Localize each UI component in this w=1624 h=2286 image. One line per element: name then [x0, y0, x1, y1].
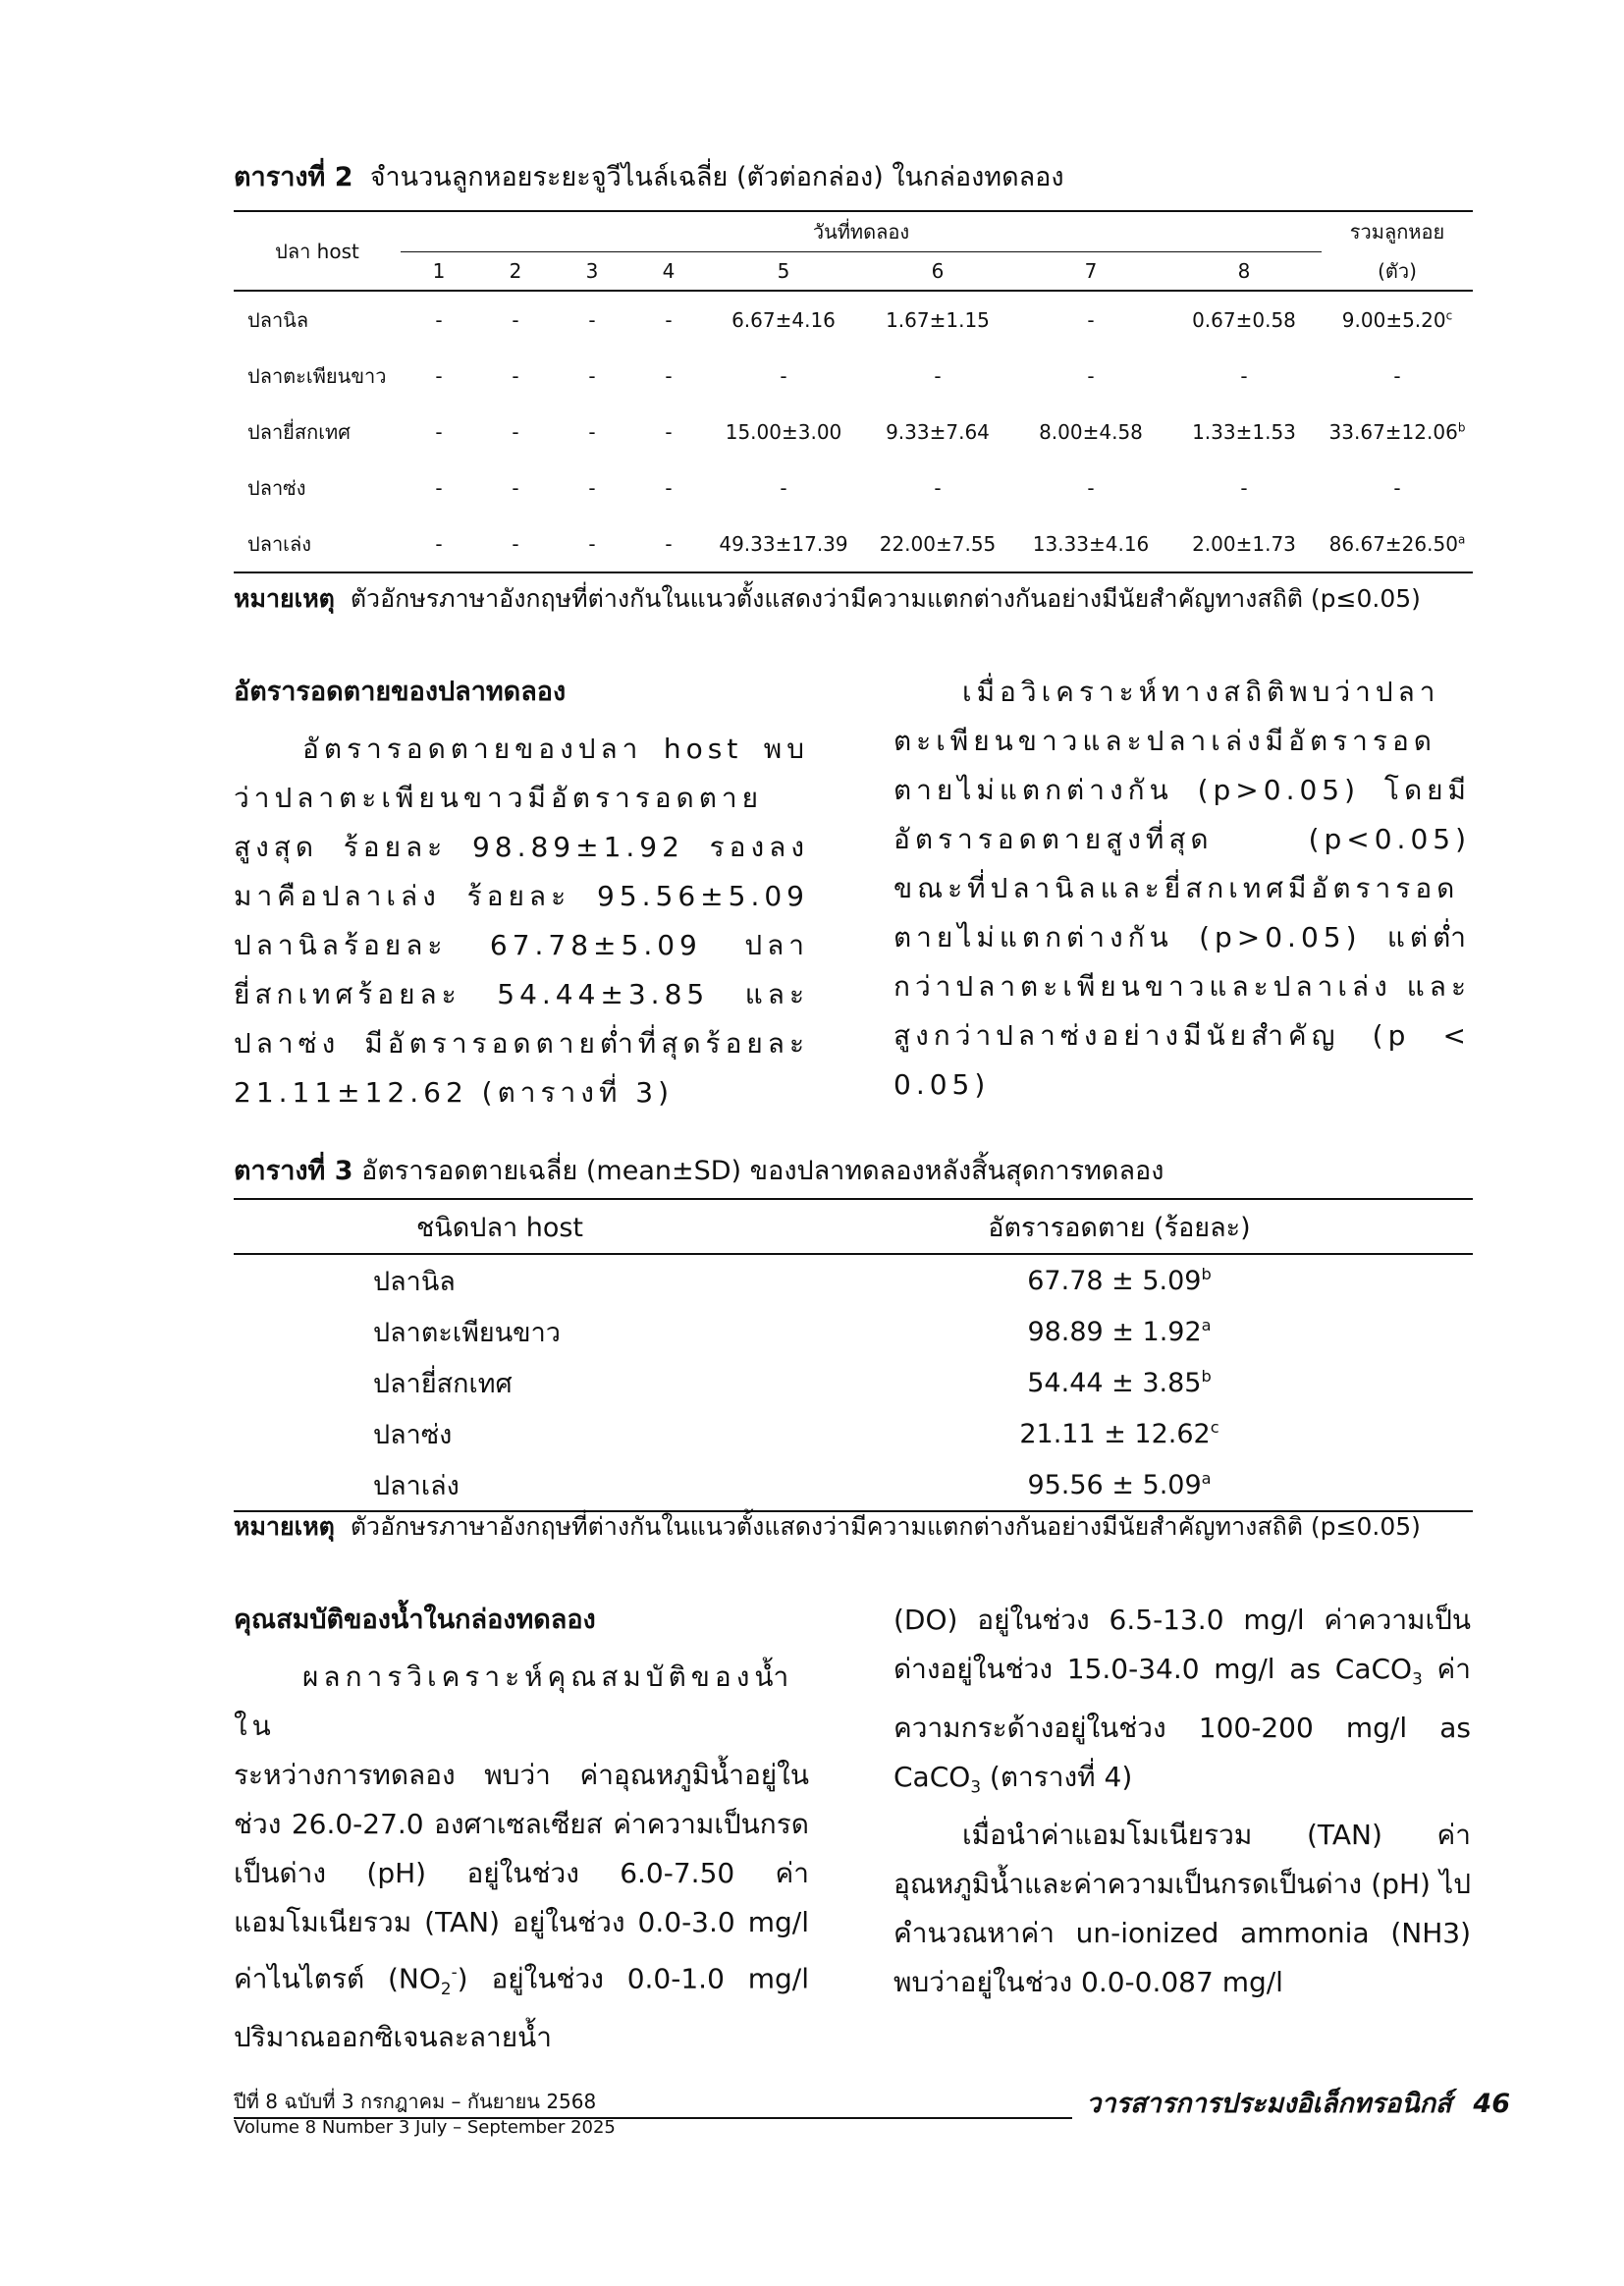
- survival-right-paragraph: เมื่อวิเคราะห์ทางสถิติพบว่าปลาตะเพียนขาวและปลาเล่งมีอัตรารอดตายไม่แตกต่างกัน (p>0.05) โดยมีอัตรารอดตายสูงที่สุด (p<0.05) ขณะที่ปลานิลและยี่สกเทศมีอัตรารอดตายไม่แตกต่างกัน (p>0.05) แต่ต่ำกว่าปลาตะเพียนขาวและปลาเล่ง และสูงกว่าปลาซ่งอย่างมีนัยสำคัญ (p < 0.05): [893, 676, 1471, 1101]
- table-cell-fish: ปลานิล: [373, 1266, 456, 1297]
- water-right-paragraph-2: เมื่อนำค่าแอมโมเนียรวม (TAN) ค่าอุณหภูมิน้ำและค่าความเป็นกรดเป็นด่าง (pH) ไปคำนวณหาค่า un-ionized ammonia (NH3) พบว่าอยู่ในช่วง 0.0-0.087 mg/l: [893, 1819, 1471, 1999]
- table2-day-header: 2: [477, 252, 554, 292]
- total-value: -: [1393, 475, 1401, 500]
- table-cell-fish: ปลานิล: [247, 307, 309, 332]
- table-cell: -: [588, 363, 596, 388]
- caco3-subscript: 3: [1412, 1668, 1423, 1689]
- footer-issue-thai: ปีที่ 8 ฉบับที่ 3 กรกฎาคม – กันยายน 2568: [234, 2090, 597, 2113]
- table3-header-survival: อัตรารอดตาย (ร้อยละ): [766, 1199, 1473, 1254]
- caco3-subscript: 3: [970, 1776, 981, 1797]
- footer-journal: [1072, 2082, 1510, 2124]
- table-cell: 22.00±7.55: [860, 516, 1015, 572]
- table-cell: -: [588, 419, 596, 444]
- water-left-column: [234, 1596, 809, 2062]
- table-cell: 6.67±4.16: [731, 307, 836, 332]
- table-cell: -: [1240, 363, 1248, 388]
- table-row: [234, 348, 1473, 404]
- table2-day-header: 8: [1166, 252, 1322, 292]
- survival-value: 67.78 ± 5.09: [1027, 1266, 1202, 1296]
- table-row: [234, 1254, 1473, 1306]
- footer-issue-english: Volume 8 Number 3 July – September 2025: [234, 2117, 616, 2138]
- table-cell: 15.00±3.00: [725, 419, 842, 444]
- table-cell: -: [588, 475, 596, 500]
- table3-caption-text: อัตรารอดตายเฉลี่ย (mean±SD) ของปลาทดลองหลังสิ้นสุดการทดลอง: [361, 1156, 1164, 1186]
- table-cell: -: [934, 475, 942, 500]
- water-heading: คุณสมบัติของน้ำในกล่องทดลอง: [234, 1605, 596, 1635]
- significance-letter: a: [1201, 1316, 1212, 1334]
- table2: [234, 210, 1473, 573]
- table-cell-fish: ปลายี่สกเทศ: [247, 419, 351, 444]
- table-cell-total: [1322, 348, 1473, 404]
- water-right-column: [893, 1596, 1471, 2007]
- page-number: 46: [1473, 2089, 1510, 2119]
- table-row: [234, 1306, 1473, 1357]
- table2-caption-label: ตารางที่ 2: [234, 162, 353, 192]
- table2-header-days: วันที่ทดลอง: [401, 211, 1322, 252]
- table-cell-survival: [766, 1408, 1473, 1459]
- water-right-paragraph-1: [893, 1596, 1471, 1811]
- significance-letter: a: [1457, 531, 1466, 546]
- table3: [234, 1198, 1473, 1512]
- table-cell: 49.33±17.39: [707, 516, 860, 572]
- table-cell: -: [1240, 475, 1248, 500]
- survival-heading: อัตรารอดตายของปลาทดลอง: [234, 677, 567, 707]
- table-cell: -: [665, 419, 673, 444]
- table-cell: 0.67±0.58: [1192, 307, 1296, 332]
- table-cell-fish: ปลายี่สกเทศ: [373, 1368, 513, 1399]
- table2-header-total-line1: รวมลูกหอย: [1322, 211, 1473, 252]
- table-cell: -: [435, 475, 443, 500]
- water-right-text-c: (ตารางที่ 4): [981, 1760, 1133, 1793]
- table-cell-fish: ปลาตะเพียนขาว: [373, 1317, 561, 1348]
- table-cell: 8.00±4.58: [1039, 419, 1143, 444]
- table3-caption-label: ตารางที่ 3: [234, 1156, 353, 1186]
- table2-day-header: 6: [860, 252, 1015, 292]
- table2-day-header: 3: [554, 252, 630, 292]
- table-cell-survival: [766, 1459, 1473, 1511]
- table-row: [234, 404, 1473, 460]
- total-value: 33.67±12.06: [1328, 419, 1458, 444]
- table-cell-total: [1322, 460, 1473, 516]
- table2-note: [234, 579, 1421, 619]
- table-cell-total: [1322, 516, 1473, 572]
- table-cell: -: [1087, 475, 1095, 500]
- nitrite-subscript: 2: [440, 1978, 452, 1998]
- total-value: 86.67±26.50: [1328, 531, 1458, 556]
- survival-left-column: [234, 668, 809, 1117]
- table-cell-fish: ปลาเล่ง: [234, 516, 401, 572]
- table2-caption: [234, 155, 1064, 197]
- table-cell: -: [630, 516, 707, 572]
- table-cell-survival: [766, 1357, 1473, 1408]
- water-right-text-b: ค่าความกระด้างอยู่ในช่วง 100-200 mg/l as CaCO: [893, 1653, 1471, 1793]
- significance-letter: b: [1201, 1265, 1212, 1283]
- table-cell: -: [665, 307, 673, 332]
- significance-letter: c: [1445, 307, 1453, 322]
- table-cell: -: [665, 363, 673, 388]
- table-row: [234, 1459, 1473, 1511]
- table-cell: -: [934, 363, 942, 388]
- table-cell: -: [780, 363, 787, 388]
- water-left-text-end: ) อยู่ในช่วง 0.0-1.0 mg/l ปริมาณออกซิเจนละลายน้ำ: [234, 1962, 809, 2053]
- total-value: -: [1393, 363, 1401, 388]
- table-row: [234, 1408, 1473, 1459]
- table3-header-fish: ชนิดปลา host: [234, 1199, 766, 1254]
- survival-value: 98.89 ± 1.92: [1027, 1317, 1202, 1347]
- table-cell: -: [435, 363, 443, 388]
- table-cell-fish: ปลาซ่ง: [373, 1419, 453, 1450]
- table2-caption-text: จำนวนลูกหอยระยะจูวีไนล์เฉลี่ย (ตัวต่อกล่อง) ในกล่องทดลอง: [369, 162, 1064, 192]
- table-cell: 2.00±1.73: [1166, 516, 1322, 572]
- table-cell: -: [512, 307, 519, 332]
- table3-note-text: ตัวอักษรภาษาอังกฤษที่ต่างกันในแนวตั้งแสดงว่ามีความแตกต่างกันอย่างมีนัยสำคัญทางสถิติ (p≤0.05): [350, 1512, 1421, 1541]
- table-cell: -: [512, 475, 519, 500]
- table-cell-fish: ปลาเล่ง: [234, 1459, 766, 1511]
- table2-day-header: 1: [401, 252, 477, 292]
- table2-day-header: 4: [630, 252, 707, 292]
- table-cell: -: [1087, 363, 1095, 388]
- table-row: [234, 460, 1473, 516]
- survival-left-paragraph: อัตรารอดตายของปลา host พบว่าปลาตะเพียนขาวมีอัตรารอดตายสูงสุด ร้อยละ 98.89±1.92 รองลงมาคือปลาเล่ง ร้อยละ 95.56±5.09 ปลานิลร้อยละ 67.78±5.09 ปลายี่สกเทศร้อยละ 54.44±3.85 และปลาซ่ง มีอัตรารอดตายต่ำที่สุดร้อยละ 21.11±12.62 (ตารางที่ 3): [234, 733, 809, 1109]
- table2-note-label: หมายเหตุ: [234, 584, 335, 613]
- table-cell: -: [401, 516, 477, 572]
- table-cell: -: [435, 307, 443, 332]
- table-cell: -: [477, 516, 554, 572]
- table2-day-header: 7: [1015, 252, 1166, 292]
- table-cell: -: [435, 419, 443, 444]
- significance-letter: a: [1201, 1469, 1212, 1488]
- survival-value: 21.11 ± 12.62: [1019, 1419, 1211, 1449]
- table-cell: -: [665, 475, 673, 500]
- table2-header-fish: ปลา host: [234, 211, 401, 291]
- water-right-text-a: (DO) อยู่ในช่วง 6.5-13.0 mg/l ค่าความเป็นด่างอยู่ในช่วง 15.0-34.0 mg/l as CaCO: [893, 1604, 1471, 1685]
- water-left-text: ระหว่างการทดลอง พบว่า ค่าอุณหภูมิน้ำอยู่ในช่วง 26.0-27.0 องศาเซลเซียส ค่าความเป็นกรดเป็นด่าง (pH) อยู่ในช่วง 6.0-7.50 ค่าแอมโมเนียรวม (TAN) อยู่ในช่วง 0.0-3.0 mg/l ค่าไนไตรต์ (NO: [234, 1759, 809, 1995]
- total-value: 9.00±5.20: [1341, 307, 1446, 332]
- table-row: [234, 516, 1473, 572]
- survival-right-column: [893, 668, 1471, 1110]
- nitrite-superscript: -: [451, 1962, 458, 1982]
- journal-name: วารสารการประมงอิเล็กทรอนิกส์: [1086, 2089, 1452, 2119]
- table-cell: -: [512, 419, 519, 444]
- table2-day-header: 5: [707, 252, 860, 292]
- table2-header-total-line2: (ตัว): [1322, 252, 1473, 292]
- water-left-paragraph-1: ผลการวิเคราะห์คุณสมบัติของน้ำใน: [234, 1660, 794, 1742]
- table3-caption: [234, 1149, 1164, 1191]
- table-cell: 9.33±7.64: [886, 419, 990, 444]
- significance-letter: b: [1201, 1367, 1212, 1386]
- table-cell: -: [1087, 307, 1095, 332]
- table-cell-survival: [766, 1254, 1473, 1306]
- table-cell-survival: [766, 1306, 1473, 1357]
- table3-note: [234, 1507, 1421, 1547]
- table-cell: 13.33±4.16: [1015, 516, 1166, 572]
- significance-letter: c: [1210, 1418, 1219, 1437]
- survival-value: 54.44 ± 3.85: [1027, 1368, 1202, 1398]
- table-row: [234, 1357, 1473, 1408]
- table-cell: -: [588, 307, 596, 332]
- table-cell-total: [1322, 404, 1473, 460]
- table-cell: 1.67±1.15: [886, 307, 990, 332]
- table-cell: 1.33±1.53: [1192, 419, 1296, 444]
- water-left-paragraph-2: [234, 1751, 809, 2062]
- table-row: [234, 291, 1473, 348]
- table-cell-total: [1322, 291, 1473, 348]
- table-cell-fish: ปลาตะเพียนขาว: [247, 363, 387, 388]
- table-cell: -: [780, 475, 787, 500]
- table-cell: -: [512, 363, 519, 388]
- table3-note-label: หมายเหตุ: [234, 1512, 335, 1541]
- table-cell: -: [554, 516, 630, 572]
- significance-letter: b: [1457, 419, 1466, 434]
- survival-value: 95.56 ± 5.09: [1027, 1470, 1202, 1500]
- table-cell-fish: ปลาซ่ง: [247, 475, 306, 500]
- table2-note-text: ตัวอักษรภาษาอังกฤษที่ต่างกันในแนวตั้งแสดงว่ามีความแตกต่างกันอย่างมีนัยสำคัญทางสถิติ (p≤0.05): [350, 584, 1421, 613]
